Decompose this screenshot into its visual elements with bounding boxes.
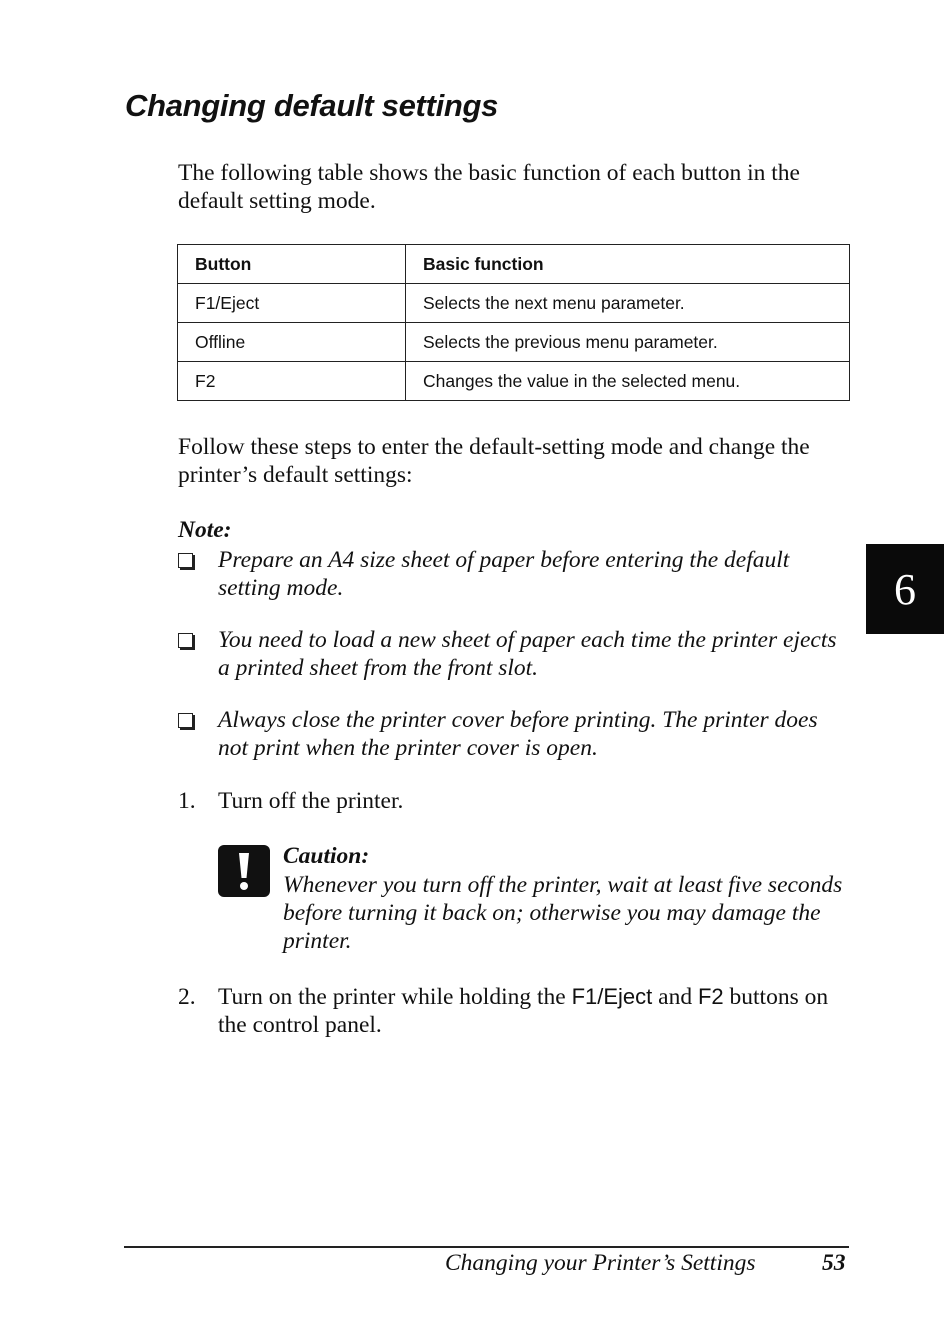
table-row: [178, 284, 850, 323]
header-button: Button: [178, 245, 406, 284]
step-text: [218, 983, 850, 1039]
cell-function: Changes the value in the selected menu.: [406, 362, 850, 401]
caution-text: Whenever you turn off the printer, wait at least five seconds before turning it back on; otherwise you may damage the printer.: [283, 872, 843, 954]
header-basic-function: Basic function: [406, 245, 850, 284]
intro-paragraph: The following table shows the basic function of each button in the default setting mode.: [178, 160, 800, 214]
button-name-f2: F2: [697, 984, 724, 1009]
note-item-text: Always close the printer cover before printing. The printer does not print when the printer cover is open.: [218, 707, 818, 761]
table-row: [178, 362, 850, 401]
step-text-part: and: [652, 984, 698, 1010]
note-heading: Note:: [178, 517, 232, 543]
page-title: Changing default settings: [125, 88, 499, 123]
cell-function: Selects the previous menu parameter.: [406, 323, 850, 362]
cell-function: Selects the next menu parameter.: [406, 284, 850, 323]
step-number: 1.: [178, 788, 196, 814]
page-number: 53: [822, 1250, 846, 1276]
button-function-table: [177, 244, 850, 401]
checkbox-bullet-icon: [178, 713, 193, 728]
cell-button: F2: [178, 362, 406, 401]
step-text-part: buttons on the control panel.: [218, 984, 829, 1038]
follow-paragraph: Follow these steps to enter the default-setting mode and change the printer’s default settings:: [178, 434, 810, 488]
checkbox-bullet-icon: [178, 553, 193, 568]
caution-icon: [218, 845, 270, 897]
note-item-text: Prepare an A4 size sheet of paper before entering the default setting mode.: [218, 547, 790, 601]
note-item-text: You need to load a new sheet of paper each time the printer ejects a printed sheet from the front slot.: [218, 627, 837, 681]
checkbox-bullet-icon: [178, 633, 193, 648]
chapter-tab: 6: [866, 544, 944, 634]
step-number: 2.: [178, 984, 196, 1010]
step-text-part: Turn on the printer while holding the: [218, 984, 572, 1010]
caution-heading: Caution:: [283, 843, 370, 869]
footer-divider: [124, 1246, 849, 1248]
footer-chapter-title: Changing your Printer’s Settings: [445, 1250, 756, 1276]
button-name-f1-eject: F1/Eject: [571, 984, 653, 1009]
step-text: Turn off the printer.: [218, 788, 404, 814]
cell-button: Offline: [178, 323, 406, 362]
table-row: [178, 323, 850, 362]
table-header-row: [178, 245, 850, 284]
cell-button: F1/Eject: [178, 284, 406, 323]
